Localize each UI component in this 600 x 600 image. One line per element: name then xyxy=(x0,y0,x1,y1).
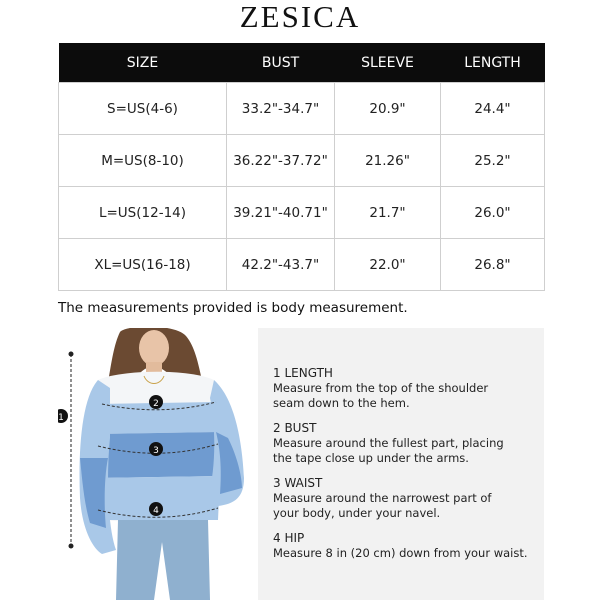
header-size: SIZE xyxy=(59,43,227,83)
table-row xyxy=(59,83,545,135)
cell-size: XL=US(16-18) xyxy=(59,239,227,291)
measurement-note: The measurements provided is body measurement. xyxy=(58,300,408,316)
measure-desc-line: Measure around the fullest part, placing xyxy=(273,436,504,450)
cell-size: L=US(12-14) xyxy=(59,187,227,239)
cell-bust: 36.22"-37.72" xyxy=(227,135,335,187)
model-figure xyxy=(58,328,258,600)
measure-desc-line: seam down to the hem. xyxy=(273,396,410,410)
cell-length: 26.8" xyxy=(441,239,545,291)
brand-logo: ZESICA xyxy=(239,0,361,34)
marker-4-hip xyxy=(149,502,163,516)
measure-hip xyxy=(273,531,528,561)
cell-bust: 33.2"-34.7" xyxy=(227,83,335,135)
cell-sleeve: 20.9" xyxy=(335,83,441,135)
cell-sleeve: 21.26" xyxy=(335,135,441,187)
svg-text:2: 2 xyxy=(153,399,159,409)
marker-3-waist xyxy=(149,442,163,456)
measure-title: 1 LENGTH xyxy=(273,366,333,380)
marker-2-bust xyxy=(149,395,163,409)
measure-desc-line: the tape close up under the arms. xyxy=(273,451,469,465)
header-sleeve: SLEEVE xyxy=(335,43,441,83)
cell-size: M=US(8-10) xyxy=(59,135,227,187)
measure-desc-line: Measure from the top of the shoulder xyxy=(273,381,489,395)
header-bust: BUST xyxy=(227,43,335,83)
cell-length: 24.4" xyxy=(441,83,545,135)
cell-length: 25.2" xyxy=(441,135,545,187)
measure-title: 4 HIP xyxy=(273,531,305,545)
svg-text:4: 4 xyxy=(153,506,159,516)
table-row xyxy=(59,135,545,187)
size-chart-table xyxy=(58,43,545,291)
table-row xyxy=(59,239,545,291)
measure-desc-line: Measure around the narrowest part of xyxy=(273,491,492,505)
measure-title: 3 WAIST xyxy=(273,476,323,490)
cell-size: S=US(4-6) xyxy=(59,83,227,135)
measure-title: 2 BUST xyxy=(273,421,317,435)
cell-sleeve: 22.0" xyxy=(335,239,441,291)
cell-bust: 42.2"-43.7" xyxy=(227,239,335,291)
svg-text:3: 3 xyxy=(153,446,159,456)
measure-length xyxy=(273,366,488,411)
header-length: LENGTH xyxy=(441,43,545,83)
cell-length: 26.0" xyxy=(441,187,545,239)
cell-bust: 39.21"-40.71" xyxy=(227,187,335,239)
cell-sleeve: 21.7" xyxy=(335,187,441,239)
table-header-row xyxy=(59,43,545,83)
how-to-measure-panel xyxy=(258,328,544,600)
measure-desc-line: Measure 8 in (20 cm) down from your waist. xyxy=(273,546,528,560)
measure-desc-line: your body, under your navel. xyxy=(273,506,441,520)
table-row xyxy=(59,187,545,239)
measure-bust xyxy=(273,421,504,466)
svg-text:1: 1 xyxy=(58,413,64,423)
measure-waist xyxy=(273,476,491,521)
